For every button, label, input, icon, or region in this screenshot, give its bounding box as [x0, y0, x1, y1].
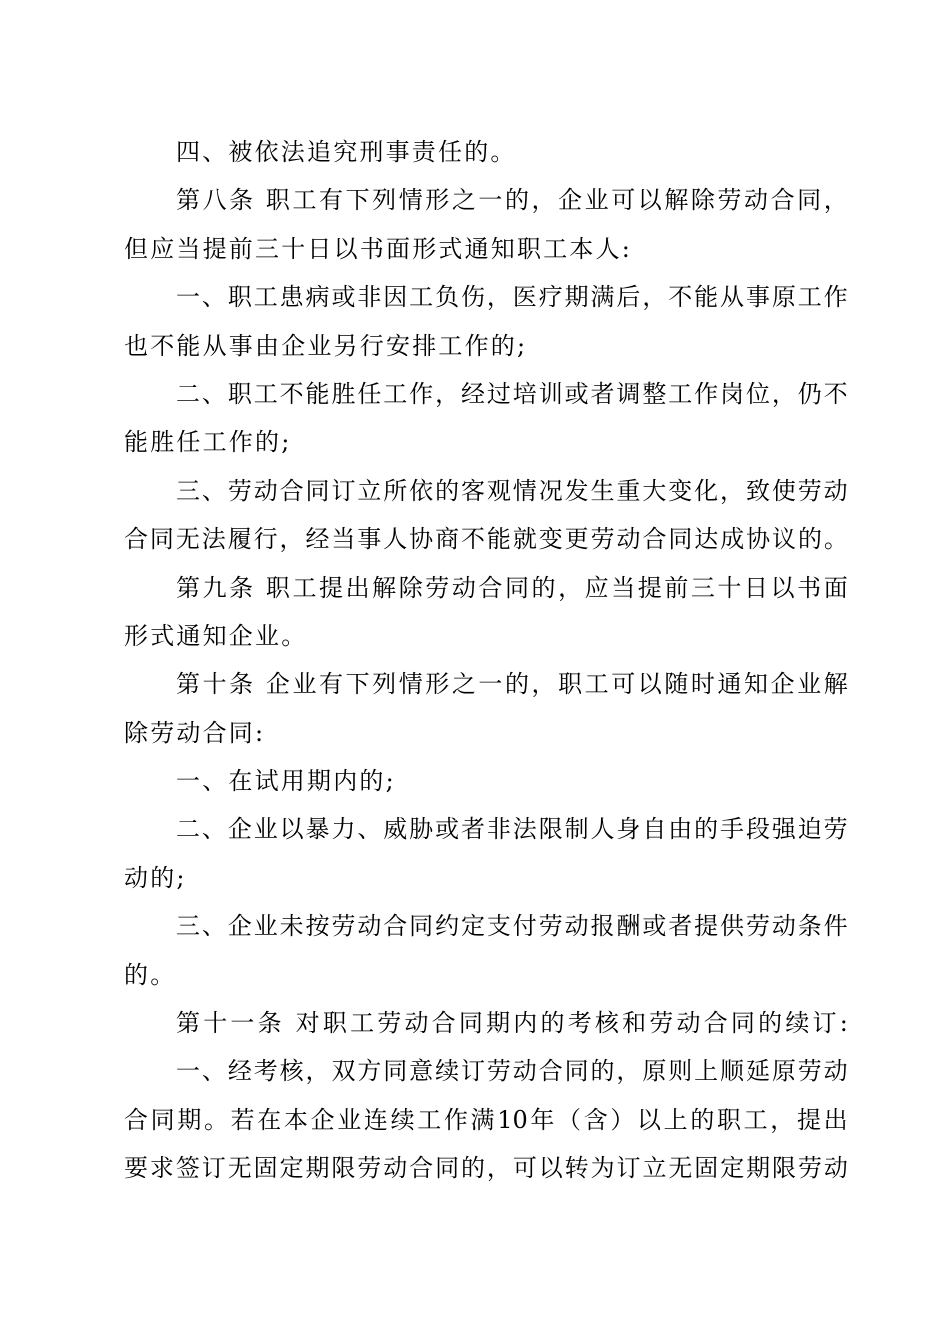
text-line: 但应当提前三十日以书面形式通知职工本人: [124, 234, 633, 263]
text-line: 二 、 企 业 以 暴 力 、 威 胁 或 者 非 法 限 制 人 身 自 由 的 手 段 强 迫 劳 [176, 815, 848, 844]
text-line: 第 八 条 职 工 有 下 列 情 形 之 一 的 ， 企 业 可 以 解 除 劳 动 合 同 ， [176, 186, 848, 215]
text-line: 合 同 无 法 履 行 ， 经 当 事 人 协 商 不 能 就 变 更 劳 动 合 同 达 成 协 议 的 。 [124, 525, 848, 554]
text-line: 第 九 条 职 工 提 出 解 除 劳 动 合 同 的 ， 应 当 提 前 三 十 日 以 书 面 [176, 573, 848, 602]
text-line: 的。 [124, 960, 177, 989]
text-line: 三 、 劳 动 合 同 订 立 所 依 的 客 观 情 况 发 生 重 大 变 化 ， 致 使 劳 动 [176, 476, 848, 505]
text-line: 要 求 签 订 无 固 定 期 限 劳 动 合 同 的 ， 可 以 转 为 订 立 无 固 定 期 限 劳 动 [124, 1154, 848, 1183]
text-line: 一 、 经 考 核 ， 双 方 同 意 续 订 劳 动 合 同 的 ， 原 则 上 顺 延 原 劳 动 [176, 1057, 848, 1086]
text-line: 一 、 职 工 患 病 或 非 因 工 负 伤 ， 医 疗 期 满 后 ， 不 能 从 事 原 工 作 [176, 283, 848, 312]
text-line: 一、在试用期内的; [176, 767, 396, 796]
text-line: 第 十 条 企 业 有 下 列 情 形 之 一 的 ， 职 工 可 以 随 时 通 知 企 业 解 [176, 670, 848, 699]
text-line: 能胜任工作的; [124, 428, 292, 457]
text-line: 除劳动合同: [124, 718, 266, 747]
text-line: 二 、 职 工 不 能 胜 任 工 作 ， 经 过 培 训 或 者 调 整 工 作 岗 位 ， 仍 不 [176, 379, 848, 408]
text-line: 四、被依法追究刑事责任的。 [176, 138, 517, 166]
text-line: 动的; [124, 863, 187, 892]
text-line: 三 、 企 业 未 按 劳 动 合 同 约 定 支 付 劳 动 报 酬 或 者 提 供 劳 动 条 件 [176, 912, 848, 941]
text-line: 第 十 一 条 对 职 工 劳 动 合 同 期 内 的 考 核 和 劳 动 合 同 的 续 订 : [176, 1009, 848, 1038]
document-body [124, 128, 848, 1193]
text-line: 合 同 期 。 若 在 本 企 业 连 续 工 作 满 10 年 （ 含 ） 以 上 的 职 工 ， 提 出 [124, 1105, 848, 1134]
text-line: 也不能从事由企业另行安排工作的; [124, 331, 528, 360]
text-line: 形式通知企业。 [124, 621, 308, 650]
